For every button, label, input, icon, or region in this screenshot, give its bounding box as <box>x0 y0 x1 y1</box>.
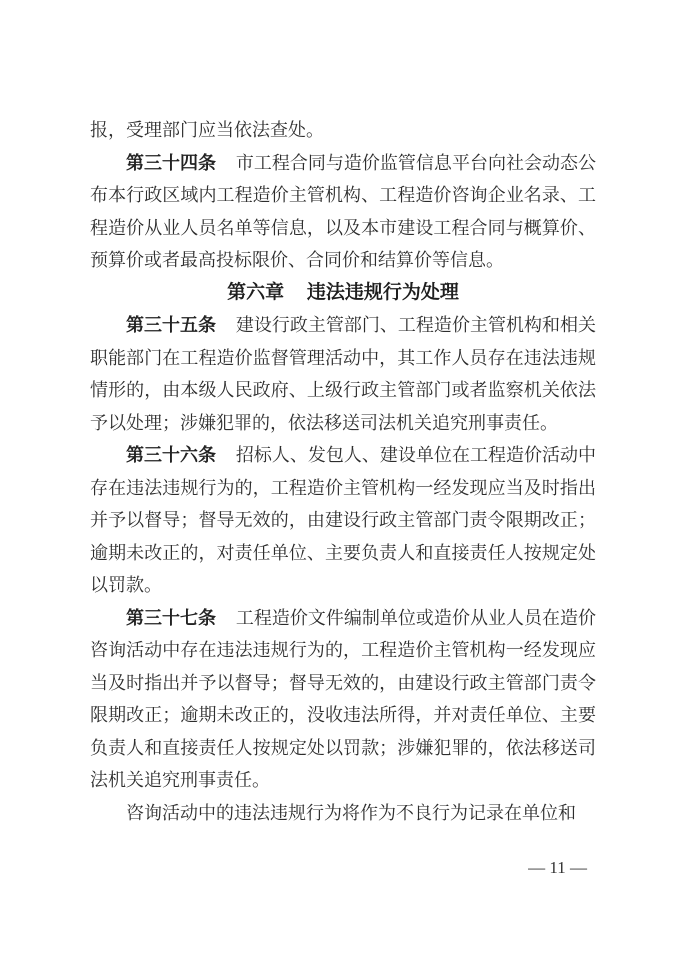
document-text-block <box>90 114 596 829</box>
chapter-heading <box>90 277 596 310</box>
article-37-text: 工程造价文件编制单位或造价从业人员在造价咨询活动中存在违法违规行为的，工程造价主管机构一经发现应当及时指出并予以督导；督导无效的，由建设行政主管部门责令限期改正；逾期未改正的，没收违法所得，并对责任单位、主要负责人和直接责任人按规定处以罚款；涉嫌犯罪的，依法移送司法机关追究刑事责任。 <box>90 607 597 790</box>
paragraph-continuation-end: 报，受理部门应当依法查处。 <box>90 120 324 140</box>
chapter-title: 违法违规行为处理 <box>306 281 459 303</box>
article-37-number: 第三十七条 <box>126 607 217 628</box>
article-35-text: 建设行政主管部门、工程造价主管机构和相关职能部门在工程造价监督管理活动中，其工作人员存在违法违规情形的，由本级人民政府、上级行政主管部门或者监察机关依法予以处理；涉嫌犯罪的，依法移送司法机关追究刑事责任。 <box>90 315 597 433</box>
article-35-number: 第三十五条 <box>126 315 217 335</box>
article-36-number: 第三十六条 <box>126 445 217 465</box>
article-34-paragraph <box>90 147 596 277</box>
article-34-number: 第三十四条 <box>126 152 217 173</box>
page-footer <box>528 858 587 878</box>
article-37-paragraph <box>90 602 596 797</box>
article-36-text: 招标人、发包人、建设单位在工程造价活动中存在违法违规行为的，工程造价主管机构一经发现应当及时指出并予以督导；督导无效的，由建设行政主管部门责令限期改正；逾期未改正的，对责任单位、主要负责人和直接责任人按规定处以罚款。 <box>90 445 597 595</box>
article-34-text: 市工程合同与造价监管信息平台向社会动态公布本行政区域内工程造价主管机构、工程造价咨询企业名录、工程造价从业人员名单等信息，以及本市建设工程合同与概算价、预算价或者最高投标限价、合同价和结算价等信息。 <box>90 152 597 270</box>
chapter-number: 第六章 <box>227 281 285 303</box>
article-35-paragraph <box>90 309 596 439</box>
article-36-paragraph <box>90 439 596 602</box>
page-number: — 11 — <box>528 858 587 877</box>
paragraph-continuation-start: 咨询活动中的违法违规行为将作为不良行为记录在单位和 <box>126 802 576 823</box>
